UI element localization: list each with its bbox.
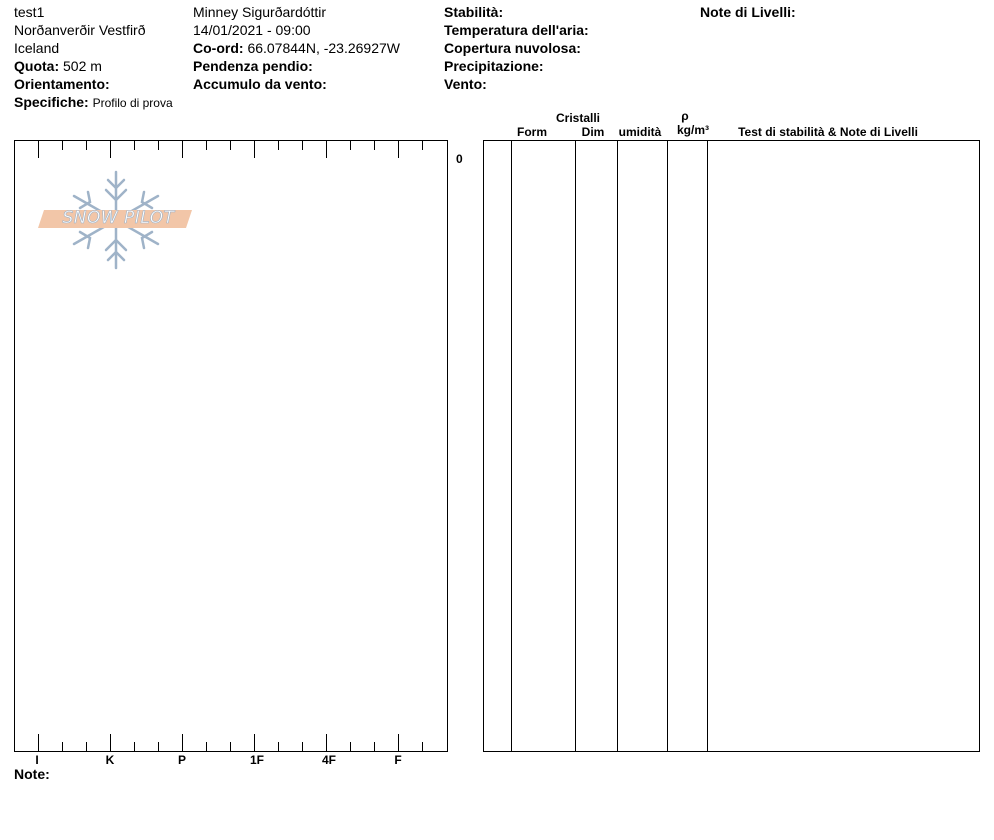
hardness-label-f: F: [394, 753, 402, 767]
observer-name: Minney Sigurðardóttir: [193, 4, 327, 20]
snowpilot-logo: [36, 170, 196, 270]
coordinates-label: Co-ord:: [193, 40, 244, 56]
column-divider: [707, 140, 708, 752]
specifics-value: Profilo di prova: [92, 96, 173, 110]
stability-notes-header: Test di stabilità & Note di Livelli: [738, 125, 918, 139]
form-header: Form: [517, 125, 547, 139]
country: Iceland: [14, 40, 60, 56]
coordinates-row: [193, 39, 400, 57]
density-unit: kg/m³: [676, 123, 709, 137]
layer-table: [483, 140, 980, 752]
aspect-label: Orientamento:: [14, 76, 110, 92]
depth-zero-label: 0: [456, 152, 463, 166]
elevation-label: Quota:: [14, 58, 60, 74]
precipitation-label: Precipitazione:: [444, 58, 544, 74]
wind-loading-label: Accumulo da vento:: [193, 76, 327, 92]
stability-label: Stabilità:: [444, 4, 504, 20]
column-divider: [511, 140, 512, 752]
observation-datetime: 14/01/2021 - 09:00: [193, 22, 311, 38]
elevation-value: 502 m: [63, 58, 102, 74]
air-temperature-label: Temperatura dell'aria:: [444, 22, 589, 38]
crystals-header: Cristalli: [555, 111, 600, 125]
hardness-label-1f: 1F: [249, 753, 265, 767]
coordinates-value: 66.07844N, -23.26927W: [247, 40, 400, 56]
column-divider: [575, 140, 576, 752]
layer-notes-label: Note di Livelli:: [700, 4, 796, 20]
hardness-label-p: P: [177, 753, 187, 767]
specifics-row: [14, 93, 173, 112]
wind-label: Vento:: [444, 76, 487, 92]
specifics-label: Specifiche:: [14, 94, 89, 110]
column-divider: [667, 140, 668, 752]
hardness-label-k: K: [105, 753, 115, 767]
moisture-header: umidità: [618, 125, 662, 139]
hardness-label-4f: 4F: [321, 753, 337, 767]
elevation-row: [14, 57, 102, 75]
profile-name: test1: [14, 4, 45, 20]
cloud-cover-label: Copertura nuvolosa:: [444, 40, 581, 56]
logo-text: SNOW PILOT: [62, 208, 175, 228]
slope-angle-label: Pendenza pendio:: [193, 58, 313, 74]
hardness-label-i: I: [35, 753, 39, 767]
density-symbol: ρ: [681, 109, 689, 123]
location: Norðanverðir Vestfirð: [14, 22, 146, 38]
notes-label: Note:: [14, 766, 50, 782]
size-header: Dim: [581, 125, 605, 139]
column-divider: [617, 140, 618, 752]
